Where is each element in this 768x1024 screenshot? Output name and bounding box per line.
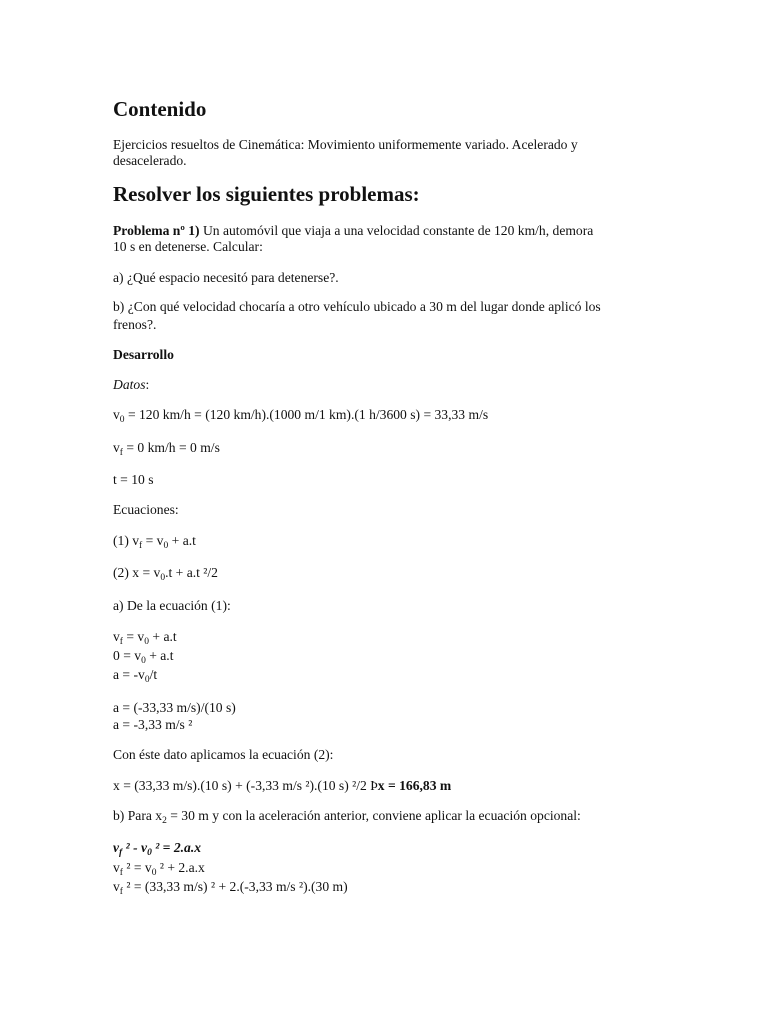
x-result: x = 166,83 m bbox=[377, 778, 452, 793]
data-label: Datos: bbox=[113, 377, 150, 392]
problem-statement-line-1: Problema nº 1) Un automóvil que viaja a una velocidad constante de 120 km/h, demora bbox=[113, 223, 594, 238]
part-a-intro: a) De la ecuación (1): bbox=[113, 598, 231, 613]
formula-v0: $v_0 = 120$ km/h = (120 km/h).(1000 m/1 km).(1 h/3600 s) = 33,33 m/s bbox=[113, 407, 489, 425]
part-b-intro: b) Para $x_2 = 30$ m y con la aceleración anterior, conviene aplicar la ecuación opcional: bbox=[113, 808, 581, 826]
page-title: Contenido bbox=[113, 97, 207, 121]
formula-zero: $0 = v_0 + a.t$ bbox=[113, 648, 174, 666]
formula-a-result: a = -3,33 m/s ² bbox=[113, 717, 193, 732]
question-b-line-1: b) ¿Con qué velocidad chocaría a otro vehículo ubicado a 30 m del lugar donde aplicó los bbox=[113, 299, 601, 314]
solution-heading: Desarrollo bbox=[113, 347, 174, 362]
formula-vf-squared: $v_f$ $^2 = v_0$ ² + 2.a.x bbox=[113, 860, 205, 878]
optional-equation: $v_f$ $^2 - v_0$ ² = 2.a.x bbox=[113, 840, 202, 858]
formula-vf: $v_f = 0$ km/h = 0 m/s bbox=[113, 440, 220, 458]
equation-1: (1) $v_f = v_0 + a.t$ bbox=[113, 533, 196, 551]
problem-label: Problema nº 1) bbox=[113, 223, 200, 238]
intro-line-1: Ejercicios resueltos de Cinemática: Movimiento uniformemente variado. Acelerado y bbox=[113, 137, 578, 152]
equation-2: (2) $x = v_0.t + a.t$ ²/2 bbox=[113, 565, 218, 583]
question-b-line-2: frenos?. bbox=[113, 317, 157, 332]
formula-a-calc: a = (-33,33 m/s)/(10 s) bbox=[113, 700, 236, 715]
intro-line-2: desacelerado. bbox=[113, 153, 187, 168]
formula-a-neg: $a = -v_0/t$ bbox=[113, 667, 158, 685]
question-a: a) ¿Qué espacio necesitó para detenerse?. bbox=[113, 270, 339, 285]
equations-label: Ecuaciones: bbox=[113, 502, 179, 517]
formula-t: t = 10 s bbox=[113, 472, 154, 487]
problem-statement-line-2: 10 s en detenerse. Calcular: bbox=[113, 239, 263, 254]
formula-vf-squared-calc: $v_f$ ² = (33,33 m/s) ² + 2.(-3,33 m/s ²).(30 m) bbox=[113, 879, 348, 897]
section-heading: Resolver los siguientes problemas: bbox=[113, 182, 420, 206]
apply-eq2: Con éste dato aplicamos la ecuación (2): bbox=[113, 747, 334, 762]
formula-vf-eq: $v_f = v_0 + a.t$ bbox=[113, 629, 177, 647]
formula-x: x = (33,33 m/s).(10 s) + (-3,33 m/s ²).(10 s) ²/2 Þx = 166,83 m bbox=[113, 778, 452, 793]
